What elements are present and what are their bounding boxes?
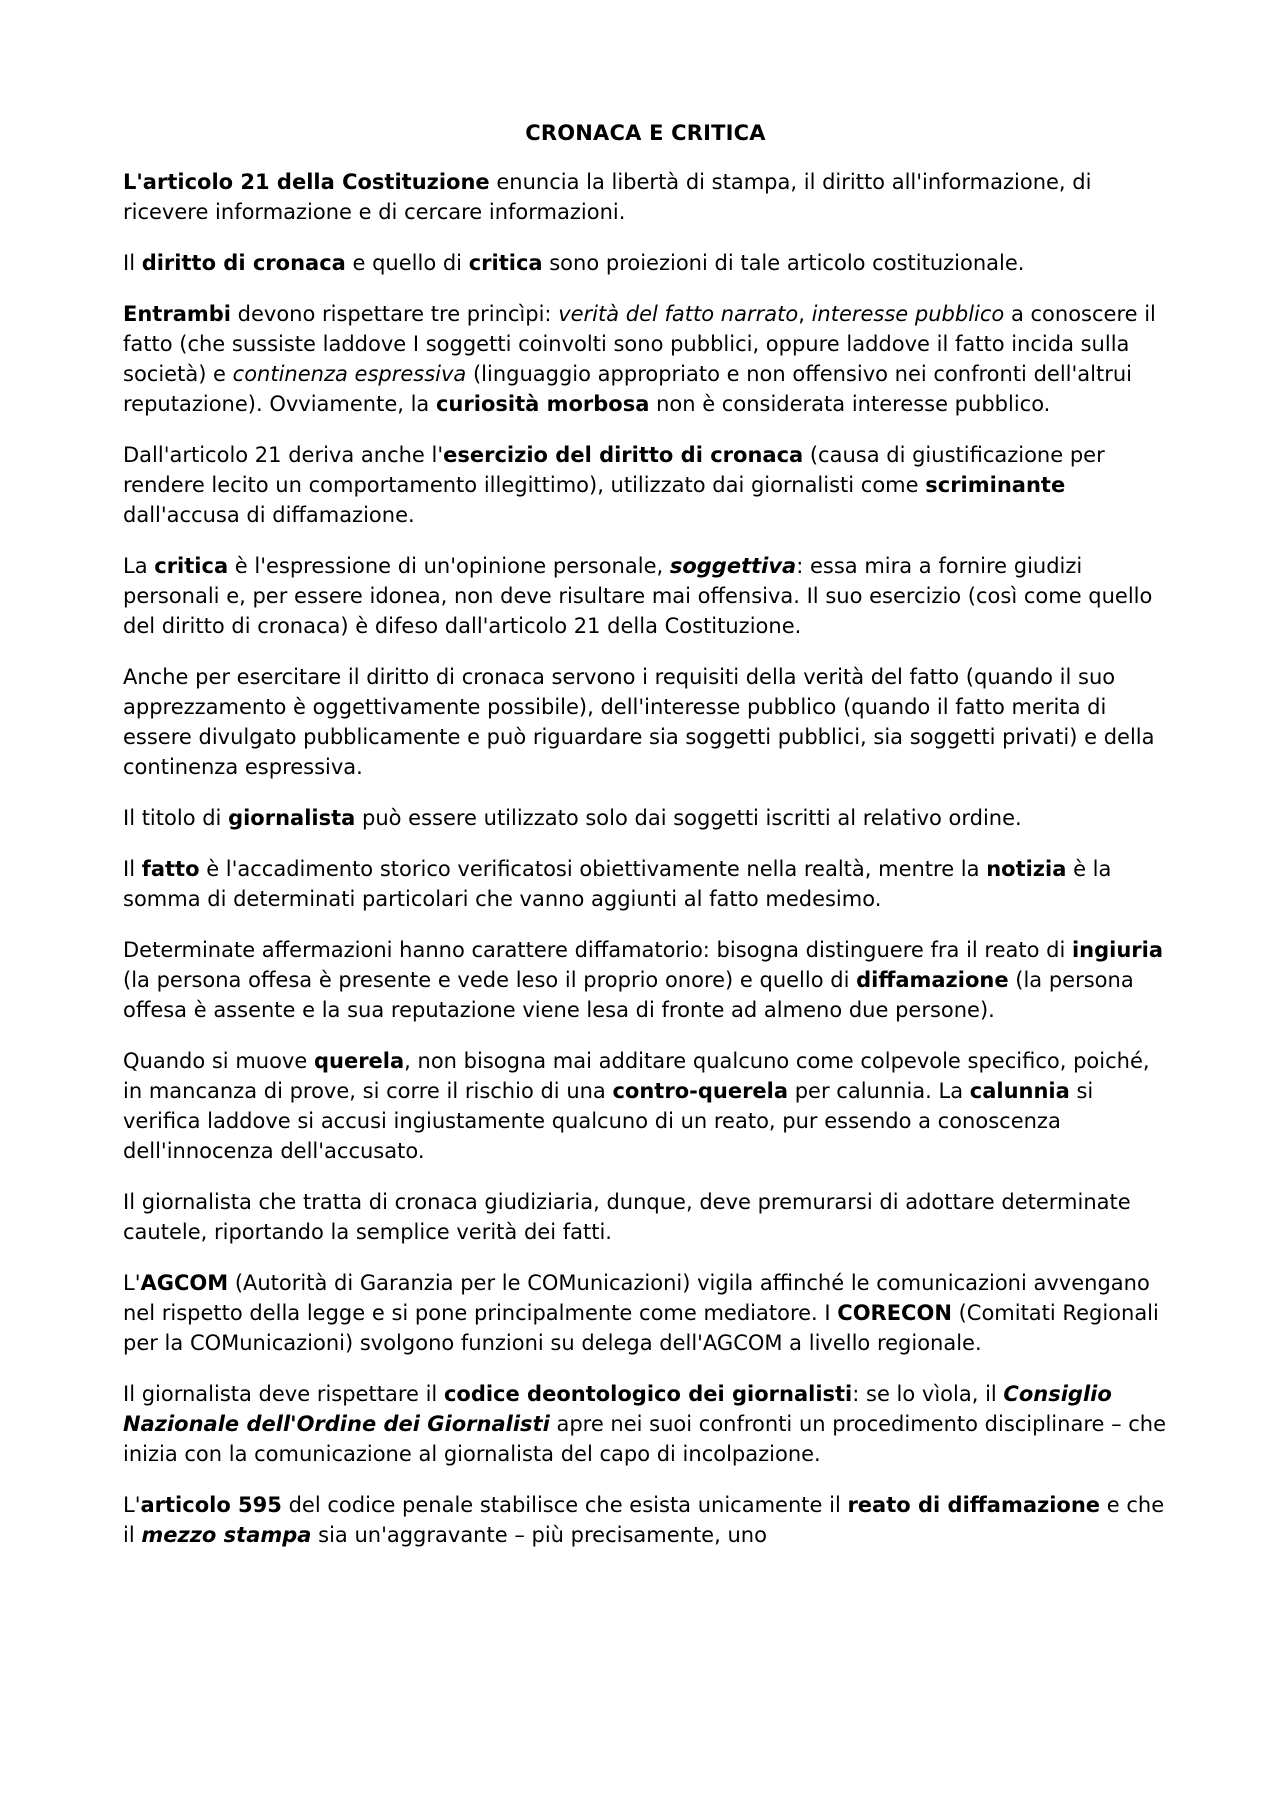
emphasized-text: querela <box>313 1049 405 1073</box>
text-run: può essere utilizzato solo dai soggetti iscritti al relativo ordine. <box>355 806 1022 830</box>
text-run: (Comitati Regionali per la COMunicazioni) svolgono funzioni su delega dell'AGCOM a livello regionale. <box>123 1301 1159 1355</box>
emphasized-text: Consiglio Nazionale dell'Ordine dei Giornalisti <box>123 1382 1112 1436</box>
text-run: Quando si muove <box>123 1049 314 1073</box>
text-run: , non bisogna mai additare qualcuno come colpevole specifico, poiché, in mancanza di prove, si corre il rischio di una <box>123 1049 1150 1103</box>
text-run: sono proiezioni di tale articolo costituzionale. <box>542 251 1025 275</box>
text-run: devono rispettare tre princìpi: <box>230 302 559 326</box>
emphasized-text: continenza espressiva <box>232 362 467 386</box>
emphasized-text: contro-querela <box>612 1079 789 1103</box>
text-run: è la somma di determinati particolari che vanno aggiunti al fatto medesimo. <box>123 857 1112 911</box>
text-run: (la persona offesa è presente e vede leso il proprio onore) e quello di <box>123 968 857 992</box>
paragraph <box>123 1379 1168 1469</box>
paragraph <box>123 1046 1168 1166</box>
text-run: Anche per esercitare il diritto di cronaca servono i requisiti della verità del fatto (quando il suo apprezzamento è oggettivamente possibile), dell'interesse pubblico (quando il fatto merita di essere divulgato pubblicamente e può riguardare sia soggetti pubblici, sia soggetti privati) e della continenza espressiva. <box>123 665 1155 779</box>
paragraph <box>123 1490 1168 1550</box>
emphasized-text: verità del fatto narrato <box>558 302 799 326</box>
text-run: Il giornalista che tratta di cronaca giudiziaria, dunque, deve premurarsi di adottare determinate cautele, riportando la semplice verità dei fatti. <box>123 1190 1131 1244</box>
text-run: e che il <box>123 1493 1165 1547</box>
text-run: Il <box>123 857 142 881</box>
text-run: L' <box>123 1271 141 1295</box>
text-run: dall'accusa di diffamazione. <box>123 503 415 527</box>
text-run: (Autorità di Garanzia per le COMunicazioni) vigila affinché le comunicazioni avvengano nel rispetto della legge e si pone principalmente come mediatore. I <box>123 1271 1150 1325</box>
text-run: : se lo vìola, il <box>852 1382 1004 1406</box>
paragraph <box>123 167 1168 227</box>
text-run: e quello di <box>345 251 469 275</box>
emphasized-text: soggettiva <box>669 554 797 578</box>
paragraph <box>123 1268 1168 1358</box>
emphasized-text: interesse pubblico <box>811 302 1005 326</box>
paragraph <box>123 1187 1168 1247</box>
emphasized-text: giornalista <box>228 806 356 830</box>
text-run: non è considerata interesse pubblico. <box>649 392 1051 416</box>
paragraph <box>123 854 1168 914</box>
emphasized-text: Entrambi <box>123 302 231 326</box>
paragraph <box>123 440 1168 530</box>
emphasized-text: diffamazione <box>856 968 1009 992</box>
emphasized-text: codice deontologico dei giornalisti <box>443 1382 853 1406</box>
document-body <box>123 167 1168 1550</box>
emphasized-text: notizia <box>986 857 1067 881</box>
text-run: , <box>798 302 812 326</box>
paragraph <box>123 248 1168 278</box>
emphasized-text: reato di diffamazione <box>847 1493 1101 1517</box>
emphasized-text: AGCOM <box>140 1271 229 1295</box>
emphasized-text: diritto di cronaca <box>141 251 346 275</box>
emphasized-text: critica <box>468 251 543 275</box>
text-run: (linguaggio appropriato e non offensivo nei confronti dell'altrui reputazione). Ovviamente, la <box>123 362 1132 416</box>
emphasized-text: scriminante <box>925 473 1066 497</box>
text-run: del codice penale stabilisce che esista unicamente il <box>281 1493 848 1517</box>
text-run: (la persona offesa è assente e la sua reputazione viene lesa di fronte ad almeno due persone). <box>123 968 1134 1022</box>
text-run: Il titolo di <box>123 806 229 830</box>
text-run: La <box>123 554 155 578</box>
paragraph <box>123 935 1168 1025</box>
emphasized-text: critica <box>154 554 229 578</box>
emphasized-text: ingiuria <box>1071 938 1164 962</box>
text-run: per calunnia. La <box>788 1079 970 1103</box>
emphasized-text: CORECON <box>837 1301 952 1325</box>
text-run: Dall'articolo 21 deriva anche l' <box>123 443 444 467</box>
emphasized-text: esercizio del diritto di cronaca <box>443 443 804 467</box>
text-run: enuncia la libertà di stampa, il diritto all'informazione, di ricevere informazione e di cercare informazioni. <box>123 170 1092 224</box>
text-run: si verifica laddove si accusi ingiustamente qualcuno di un reato, pur essendo a conoscenza dell'innocenza dell'accusato. <box>123 1079 1094 1163</box>
text-run: è l'espressione di un'opinione personale, <box>228 554 670 578</box>
text-run: (causa di giustificazione per rendere lecito un comportamento illegittimo), utilizzato dai giornalisti come <box>123 443 1105 497</box>
emphasized-text: articolo 595 <box>140 1493 282 1517</box>
emphasized-text: L'articolo 21 della Costituzione <box>123 170 490 194</box>
text-run: : essa mira a fornire giudizi personali e, per essere idonea, non deve risultare mai offensiva. Il suo esercizio (così come quello del diritto di cronaca) è difeso dall'articolo 21 della Costituzione. <box>123 554 1153 638</box>
emphasized-text: curiosità morbosa <box>435 392 650 416</box>
document-title: CRONACA E CRITICA <box>525 121 766 145</box>
text-run: a conoscere il fatto (che sussiste laddove I soggetti coinvolti sono pubblici, oppure laddove il fatto incida sulla società) e <box>123 302 1156 386</box>
emphasized-text: calunnia <box>969 1079 1070 1103</box>
emphasized-text: mezzo stampa <box>141 1523 312 1547</box>
text-run: L' <box>123 1493 141 1517</box>
text-run: sia un'aggravante – più precisamente, uno <box>311 1523 767 1547</box>
text-run: è l'accadimento storico verificatosi obiettivamente nella realtà, mentre la <box>199 857 987 881</box>
paragraph <box>123 803 1168 833</box>
paragraph <box>123 551 1168 641</box>
text-run: Determinate affermazioni hanno carattere diffamatorio: bisogna distinguere fra il reato di <box>123 938 1072 962</box>
text-run: apre nei suoi confronti un procedimento disciplinare – che inizia con la comunicazione al giornalista del capo di incolpazione. <box>123 1412 1167 1466</box>
text-run: Il <box>123 251 142 275</box>
paragraph <box>123 299 1168 419</box>
paragraph <box>123 662 1168 782</box>
text-run: Il giornalista deve rispettare il <box>123 1382 444 1406</box>
emphasized-text: fatto <box>141 857 200 881</box>
